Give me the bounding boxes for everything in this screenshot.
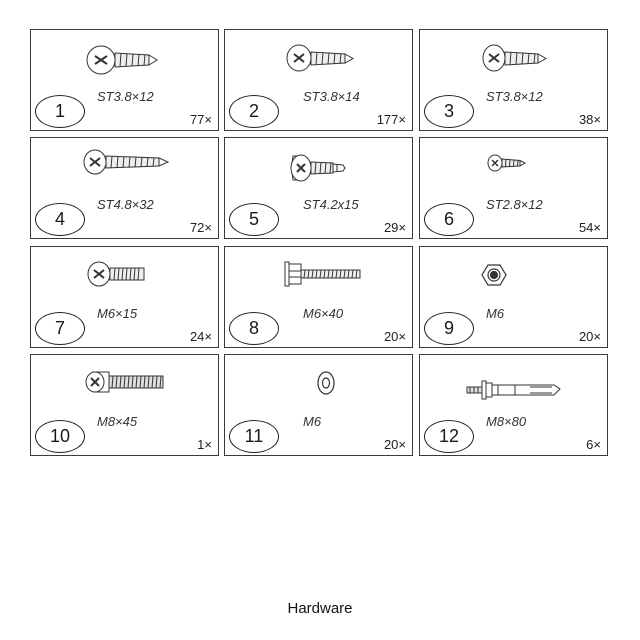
hardware-item-7 (30, 246, 219, 348)
item-quantity: 1× (197, 437, 212, 452)
item-spec: M6×40 (303, 306, 344, 321)
item-spec: M6×15 (97, 306, 138, 321)
item-number: 7 (35, 312, 85, 345)
item-number: 8 (229, 312, 279, 345)
item-number: 9 (424, 312, 474, 345)
hardware-item-5 (224, 137, 413, 239)
hardware-item-6 (419, 137, 608, 239)
item-spec: M6 (486, 306, 505, 321)
item-number: 1 (35, 95, 85, 128)
item-number: 6 (424, 203, 474, 236)
item-number: 5 (229, 203, 279, 236)
item-quantity: 6× (586, 437, 601, 452)
hardware-item-9 (419, 246, 608, 348)
item-spec: ST4.8×32 (97, 197, 154, 212)
hardware-item-12 (419, 354, 608, 456)
hardware-item-2 (224, 29, 413, 131)
item-number: 2 (229, 95, 279, 128)
item-quantity: 77× (189, 112, 212, 127)
item-number: 10 (35, 420, 85, 453)
item-quantity: 72× (189, 220, 212, 235)
hardware-grid (30, 29, 610, 458)
item-spec: ST4.2x15 (303, 197, 359, 212)
item-quantity: 24× (189, 329, 212, 344)
item-spec: M8×80 (486, 414, 527, 429)
item-quantity: 20× (383, 437, 406, 452)
item-number: 3 (424, 95, 474, 128)
hardware-item-1 (30, 29, 219, 131)
hardware-item-10 (30, 354, 219, 456)
item-number: 12 (424, 420, 474, 453)
item-quantity: 38× (578, 112, 601, 127)
item-number: 11 (229, 420, 279, 453)
page-title: Hardware (287, 600, 353, 617)
hardware-item-8 (224, 246, 413, 348)
item-spec: ST3.8×12 (97, 89, 154, 104)
item-quantity: 20× (383, 329, 406, 344)
item-spec: M8×45 (97, 414, 138, 429)
hardware-item-4 (30, 137, 219, 239)
item-spec: M6 (303, 414, 322, 429)
item-spec: ST3.8×14 (303, 89, 360, 104)
item-quantity: 54× (578, 220, 601, 235)
item-number: 4 (35, 203, 85, 236)
item-quantity: 177× (376, 112, 406, 127)
item-spec: ST3.8×12 (486, 89, 543, 104)
item-quantity: 20× (578, 329, 601, 344)
hardware-item-11 (224, 354, 413, 456)
item-quantity: 29× (383, 220, 406, 235)
item-spec: ST2.8×12 (486, 197, 543, 212)
hardware-item-3 (419, 29, 608, 131)
